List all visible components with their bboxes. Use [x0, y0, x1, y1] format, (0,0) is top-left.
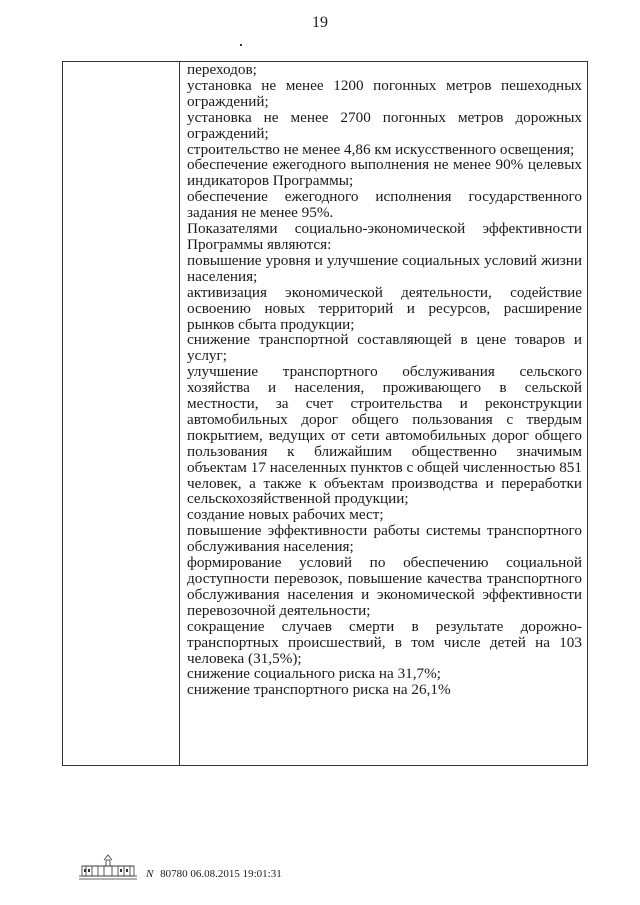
cell-line: сокращение случаев смерти в результате дорожно-транспортных происшествий, в том числе детей на 103 человека (31,5%); — [187, 617, 582, 667]
cell-line: строительство не менее 4,86 км искусственного освещения; — [187, 140, 575, 158]
cell-line: обеспечение ежегодного исполнения государственного задания не менее 95%. — [187, 188, 582, 222]
scan-speck — [240, 44, 242, 46]
cell-line: переходов; — [187, 61, 257, 78]
cell-line: обеспечение ежегодного выполнения не менее 90% целевых индикаторов Программы; — [187, 156, 582, 190]
table-cell-content — [187, 62, 582, 698]
building-emblem-icon — [76, 852, 140, 882]
cell-line: повышение эффективности работы системы транспортного обслуживания населения; — [187, 522, 582, 556]
registration-number: 80780 — [160, 868, 188, 880]
document-table — [62, 61, 588, 766]
cell-line: установка не менее 2700 погонных метров дорожных ограждений; — [187, 108, 582, 142]
cell-line: снижение транспортного риска на 26,1% — [187, 681, 451, 699]
cell-line: установка не менее 1200 погонных метров пешеходных ограждений; — [187, 76, 582, 110]
cell-line: активизация экономической деятельности, содействие освоению новых территорий и ресурсов, расширение рынков сбыта продукции; — [187, 283, 582, 333]
cell-line: Показателями социально-экономической эффективности Программы являются: — [187, 220, 582, 253]
cell-line: снижение транспортной составляющей в цене товаров и услуг; — [187, 331, 582, 365]
page-number: 19 — [312, 14, 328, 31]
cell-line: создание новых рабочих мест; — [187, 506, 384, 524]
cell-line: формирование условий по обеспечению социальной доступности перевозок, повышение качества транспортного обслуживания населения и экономической эффективности перевозочной деятельности; — [187, 554, 582, 619]
column-divider — [179, 62, 180, 765]
cell-line: повышение уровня и улучшение социальных условий жизни населения; — [187, 251, 582, 285]
registration-mark: N — [146, 868, 154, 880]
registration-timestamp: 06.08.2015 19:01:31 — [190, 868, 282, 880]
cell-line: улучшение транспортного обслуживания сельского хозяйства и населения, проживающего в сельской местности, за счет строительства и реконструкции автомобильных дорог общего пользования с твердым покрытием, ведущих от сети автомобильных дорог общего пользования к ближайшим общественно значимым объектам 17 населенных пунктов с общей численностью 851 человек, а также к объектам производства и переработки сельскохозяйственной продукции; — [187, 363, 582, 508]
cell-line: снижение социального риска на 31,7%; — [187, 665, 442, 683]
registration-stamp — [146, 868, 282, 880]
document-footer — [76, 852, 282, 882]
